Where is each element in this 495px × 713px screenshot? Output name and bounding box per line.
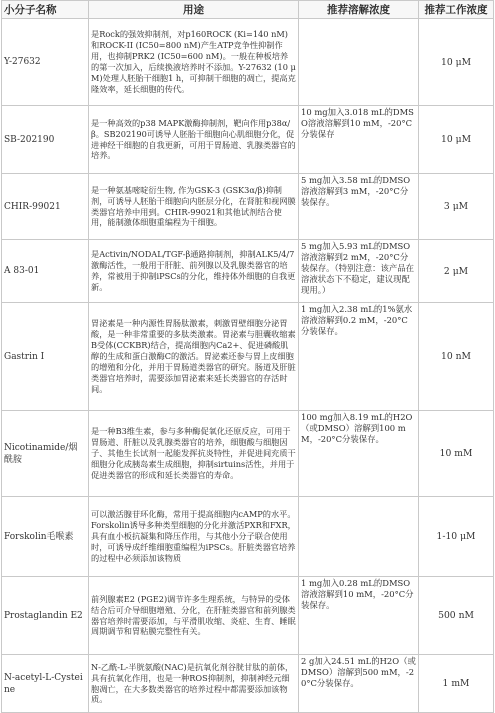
cell-name: Gastrin I [2,303,89,411]
cell-working: 1 mM [419,655,494,713]
table-header-row [2,1,494,19]
cell-use: N-乙酰-L-半胱氨酸(NAC)是抗氧化剂谷胱甘肽的前体，具有抗氧化作用，也是一种ROS抑制剂，抑制神经元细胞凋亡，在大多数类器官的培养过程中都需要添加该物质。 [89,655,299,713]
table-row [2,106,494,174]
cell-name: Nicotinamide/烟酰胺 [2,411,89,497]
cell-working: 10 nM [419,303,494,411]
cell-concentration: 5 mg加入3.58 mL的DMSO溶液溶解到3 mM，-20°C分装保存。 [299,174,419,240]
small-molecule-table [1,0,494,713]
cell-working: 10 mM [419,411,494,497]
cell-name: N-acetyl-L-Cysteine [2,655,89,713]
table-row [2,655,494,713]
header-name: 小分子名称 [2,1,89,19]
table-row [2,303,494,411]
table-row [2,497,494,577]
header-concentration: 推荐溶解浓度 [299,1,419,19]
table-row [2,19,494,106]
cell-use: 是一种B3维生素，参与多种酶促氧化还原反应，可用于胃肠道、肝脏以及乳腺类器官的培养，细胞酸与细胞因子、其他生长试剂一起能发挥抗炎特性，并促进间充质干细胞分化成胰岛素生成细胞，抑制sirtuins活性，并用于促进类器官的形成和延长类器官的寿命。 [89,411,299,497]
cell-use: 是一种氨基嘧啶衍生物, 作为GSK-3 (GSK3α/β)抑制剂，可诱导人胚胎干细胞向内胚层分化，在肾脏和视网膜类器官培养中用到。CHIR-99021和其他试剂结合使用，能制激体细胞重编程为干细胞。 [89,174,299,240]
cell-concentration [299,19,419,106]
cell-use: 可以激活腺苷环化酶，常用于提高细胞内cAMP的水平。Forskolin诱导多种类型细胞的分化并激活PXR和FXR，具有血小板抗凝集和降压作用，与其他小分子联合使用时，可诱导成纤维细胞重编程为iPSCs。肝脏类器官培养的过程中必须添加该物质 [89,497,299,577]
cell-working: 3 μM [419,174,494,240]
table-row [2,411,494,497]
cell-working: 10 μM [419,19,494,106]
cell-use: 是Activin/NODAL/TGF-β通路抑制剂，抑制ALK5/4/7激酶活性，一般用于肝脏、前列腺以及乳腺类器官的培养，常被用于抑制iPSCs的分化，维持体外细胞的自我更新。 [89,240,299,303]
cell-name: Y-27632 [2,19,89,106]
header-use: 用途 [89,1,299,19]
cell-concentration: 5 mg加入5.93 mL的DMSO溶液溶解到2 mM，-20°C分装保存。（特别注意：该产品在溶液状态下不稳定，建议现配现用。） [299,240,419,303]
cell-use: 是一种高效的p38 MAPK激酶抑制剂，靶向作用p38α/β。SB202190可诱导人胚胎干细胞向心肌细胞分化，促进神经干细胞的自我更新，可用于胃肠道、乳腺类器官的培养。 [89,106,299,174]
cell-concentration: 1 mg加入0.28 mL的DMSO溶液溶解到10 mM，-20°C分装保存。 [299,577,419,655]
cell-use: 前列腺素E2 (PGE2)调节许多生理系统，与特异的受体结合后可介导细胞增殖、分化，在肝脏类器官和前列腺类器官培养时需要添加，与平滑肌收缩、炎症、生育、睡眠周期调节和胃粘膜完整性有关。 [89,577,299,655]
cell-concentration: 10 mg加入3.018 mL的DMSO溶液溶解到10 mM，-20°C分装保存 [299,106,419,174]
cell-name: SB-202190 [2,106,89,174]
cell-concentration [299,497,419,577]
cell-working: 2 μM [419,240,494,303]
cell-working: 1-10 μM [419,497,494,577]
table-row [2,577,494,655]
cell-concentration: 100 mg加入8.19 mL的H2O（或DMSO）溶解到100 mM，-20°C分装保存。 [299,411,419,497]
cell-working: 10 μM [419,106,494,174]
cell-name: A 83-01 [2,240,89,303]
cell-concentration: 1 mg加入2.38 mL的1%氨水溶液溶解到0.2 mM，-20°C分装保存。 [299,303,419,411]
cell-working: 500 nM [419,577,494,655]
table-row [2,240,494,303]
header-working: 推荐工作浓度 [419,1,494,19]
table-row [2,174,494,240]
cell-use: 是Rock的强效抑制剂，对p160ROCK (Ki=140 nM)和ROCK-II (IC50=800 nM)产生ATP竞争性抑制作用，也抑制PRK2 (IC50=600 nM)。一般在种板培养的第一次加入，后续换液培养时不添加。Y-27632 (10 μM)处理人胚胎干细胞1 h，可抑制干细胞的凋亡，提高克隆效率，延长细胞的传代。 [89,19,299,106]
cell-name: CHIR-99021 [2,174,89,240]
cell-name: Prostaglandin E2 [2,577,89,655]
cell-concentration: 2 g加入24.51 mL的H2O（或DMSO）溶解到500 mM，-20°C分装保存。 [299,655,419,713]
cell-name: Forskolin毛喉素 [2,497,89,577]
cell-use: 胃泌素是一种内源性胃肠肽激素，刺激胃壁细胞分泌胃酸，是一种非常重要的多肽类激素。胃泌素与胆囊收缩素B受体(CCKBR)结合，提高细胞内Ca2+、促进磷酸肌醇的生成和蛋白激酶C的激活。胃泌素还参与胃上皮细胞的增殖和分化，并用于胃肠道类器官的研究。肠道及肝脏类器官培养时，需要添加胃泌素来延长类器官的存活时间。 [89,303,299,411]
